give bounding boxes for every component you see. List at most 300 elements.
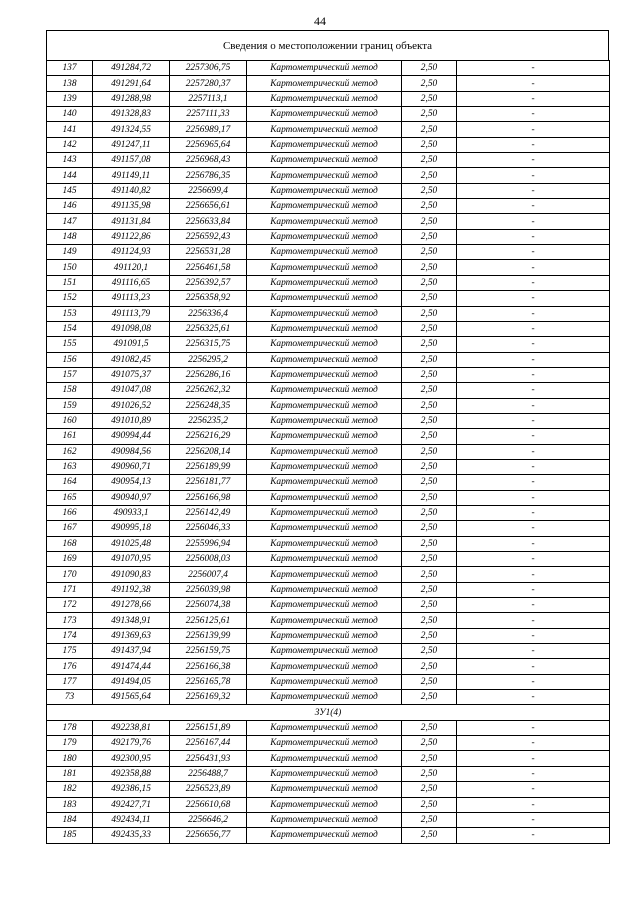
method-cell: Картометрический метод: [247, 168, 402, 183]
method-cell: Картометрический метод: [247, 659, 402, 674]
point-number-cell: 172: [47, 598, 93, 613]
accuracy-cell: 2,50: [402, 229, 457, 244]
accuracy-cell: 2,50: [402, 306, 457, 321]
accuracy-cell: 2,50: [402, 552, 457, 567]
point-number-cell: 140: [47, 107, 93, 122]
point-number-cell: 151: [47, 275, 93, 290]
table-row: [47, 122, 610, 137]
point-number-cell: 149: [47, 245, 93, 260]
description-cell: -: [457, 107, 610, 122]
point-number-cell: 147: [47, 214, 93, 229]
x-coordinate-cell: 491140,82: [93, 183, 170, 198]
accuracy-cell: 2,50: [402, 567, 457, 582]
point-number-cell: 165: [47, 490, 93, 505]
description-cell: -: [457, 812, 610, 827]
x-coordinate-cell: 492358,88: [93, 766, 170, 781]
accuracy-cell: 2,50: [402, 137, 457, 152]
description-cell: -: [457, 766, 610, 781]
method-cell: Картометрический метод: [247, 567, 402, 582]
accuracy-cell: 2,50: [402, 521, 457, 536]
point-number-cell: 143: [47, 153, 93, 168]
y-coordinate-cell: 2256523,89: [170, 782, 247, 797]
description-cell: -: [457, 659, 610, 674]
table-row: [47, 736, 610, 751]
accuracy-cell: 2,50: [402, 260, 457, 275]
x-coordinate-cell: 492238,81: [93, 720, 170, 735]
y-coordinate-cell: 2256358,92: [170, 291, 247, 306]
y-coordinate-cell: 2256166,98: [170, 490, 247, 505]
x-coordinate-cell: 490933,1: [93, 505, 170, 520]
y-coordinate-cell: 2256656,77: [170, 828, 247, 843]
table-row: [47, 766, 610, 781]
x-coordinate-cell: 491278,66: [93, 598, 170, 613]
point-number-cell: 161: [47, 429, 93, 444]
y-coordinate-cell: 2256295,2: [170, 352, 247, 367]
x-coordinate-cell: 491149,11: [93, 168, 170, 183]
method-cell: Картометрический метод: [247, 306, 402, 321]
description-cell: -: [457, 183, 610, 198]
method-cell: Картометрический метод: [247, 229, 402, 244]
accuracy-cell: 2,50: [402, 245, 457, 260]
y-coordinate-cell: 2256159,75: [170, 644, 247, 659]
method-cell: Картометрический метод: [247, 536, 402, 551]
table-row: [47, 567, 610, 582]
table-row: [47, 306, 610, 321]
table-row: [47, 61, 610, 76]
table-row: [47, 291, 610, 306]
description-cell: -: [457, 782, 610, 797]
x-coordinate-cell: 491192,38: [93, 582, 170, 597]
accuracy-cell: 2,50: [402, 674, 457, 689]
accuracy-cell: 2,50: [402, 751, 457, 766]
point-number-cell: 145: [47, 183, 93, 198]
x-coordinate-cell: 491348,91: [93, 613, 170, 628]
table-row: [47, 183, 610, 198]
x-coordinate-cell: 491091,5: [93, 337, 170, 352]
x-coordinate-cell: 491075,37: [93, 367, 170, 382]
accuracy-cell: 2,50: [402, 812, 457, 827]
method-cell: Картометрический метод: [247, 383, 402, 398]
description-cell: -: [457, 122, 610, 137]
description-cell: -: [457, 505, 610, 520]
description-cell: -: [457, 337, 610, 352]
accuracy-cell: 2,50: [402, 398, 457, 413]
method-cell: Картометрический метод: [247, 122, 402, 137]
description-cell: -: [457, 137, 610, 152]
method-cell: Картометрический метод: [247, 444, 402, 459]
y-coordinate-cell: 2256315,75: [170, 337, 247, 352]
point-number-cell: 171: [47, 582, 93, 597]
y-coordinate-cell: 2256461,58: [170, 260, 247, 275]
description-cell: -: [457, 275, 610, 290]
x-coordinate-cell: 491120,1: [93, 260, 170, 275]
y-coordinate-cell: 2256989,17: [170, 122, 247, 137]
x-coordinate-cell: 491098,08: [93, 321, 170, 336]
accuracy-cell: 2,50: [402, 107, 457, 122]
x-coordinate-cell: 491131,84: [93, 214, 170, 229]
point-number-cell: 178: [47, 720, 93, 735]
y-coordinate-cell: 2256786,35: [170, 168, 247, 183]
x-coordinate-cell: 492179,76: [93, 736, 170, 751]
point-number-cell: 173: [47, 613, 93, 628]
coordinates-body-b: [47, 720, 610, 843]
method-cell: Картометрический метод: [247, 398, 402, 413]
method-cell: Картометрический метод: [247, 628, 402, 643]
x-coordinate-cell: 491157,08: [93, 153, 170, 168]
point-number-cell: 144: [47, 168, 93, 183]
point-number-cell: 177: [47, 674, 93, 689]
y-coordinate-cell: 2256151,89: [170, 720, 247, 735]
x-coordinate-cell: 491047,08: [93, 383, 170, 398]
point-number-cell: 157: [47, 367, 93, 382]
x-coordinate-cell: 491070,95: [93, 552, 170, 567]
table-row: [47, 398, 610, 413]
y-coordinate-cell: 2256965,64: [170, 137, 247, 152]
method-cell: Картометрический метод: [247, 321, 402, 336]
x-coordinate-cell: 491135,98: [93, 199, 170, 214]
description-cell: -: [457, 214, 610, 229]
accuracy-cell: 2,50: [402, 613, 457, 628]
y-coordinate-cell: 2256488,7: [170, 766, 247, 781]
description-cell: -: [457, 429, 610, 444]
y-coordinate-cell: 2256007,4: [170, 567, 247, 582]
method-cell: Картометрический метод: [247, 459, 402, 474]
table-row: [47, 582, 610, 597]
y-coordinate-cell: 2256262,32: [170, 383, 247, 398]
accuracy-cell: 2,50: [402, 797, 457, 812]
accuracy-cell: 2,50: [402, 275, 457, 290]
method-cell: Картометрический метод: [247, 736, 402, 751]
method-cell: Картометрический метод: [247, 137, 402, 152]
accuracy-cell: 2,50: [402, 413, 457, 428]
method-cell: Картометрический метод: [247, 690, 402, 705]
x-coordinate-cell: 490984,56: [93, 444, 170, 459]
description-cell: -: [457, 644, 610, 659]
x-coordinate-cell: 491247,11: [93, 137, 170, 152]
point-number-cell: 182: [47, 782, 93, 797]
accuracy-cell: 2,50: [402, 659, 457, 674]
method-cell: Картометрический метод: [247, 199, 402, 214]
description-cell: -: [457, 475, 610, 490]
method-cell: Картометрический метод: [247, 275, 402, 290]
y-coordinate-cell: 2256592,43: [170, 229, 247, 244]
point-number-cell: 148: [47, 229, 93, 244]
accuracy-cell: 2,50: [402, 76, 457, 91]
method-cell: Картометрический метод: [247, 812, 402, 827]
table-row: [47, 383, 610, 398]
y-coordinate-cell: 2257306,75: [170, 61, 247, 76]
accuracy-cell: 2,50: [402, 183, 457, 198]
method-cell: Картометрический метод: [247, 490, 402, 505]
point-number-cell: 137: [47, 61, 93, 76]
description-cell: -: [457, 199, 610, 214]
y-coordinate-cell: 2256392,57: [170, 275, 247, 290]
description-cell: -: [457, 736, 610, 751]
point-number-cell: 170: [47, 567, 93, 582]
y-coordinate-cell: 2255996,94: [170, 536, 247, 551]
accuracy-cell: 2,50: [402, 505, 457, 520]
accuracy-cell: 2,50: [402, 490, 457, 505]
accuracy-cell: 2,50: [402, 475, 457, 490]
y-coordinate-cell: 2257113,1: [170, 91, 247, 106]
y-coordinate-cell: 2256139,99: [170, 628, 247, 643]
accuracy-cell: 2,50: [402, 690, 457, 705]
method-cell: Картометрический метод: [247, 76, 402, 91]
y-coordinate-cell: 2256125,61: [170, 613, 247, 628]
description-cell: -: [457, 61, 610, 76]
y-coordinate-cell: 2256046,33: [170, 521, 247, 536]
y-coordinate-cell: 2256165,78: [170, 674, 247, 689]
x-coordinate-cell: 491324,55: [93, 122, 170, 137]
x-coordinate-cell: 491369,63: [93, 628, 170, 643]
x-coordinate-cell: 491010,89: [93, 413, 170, 428]
table-row: [47, 260, 610, 275]
method-cell: Картометрический метод: [247, 245, 402, 260]
description-cell: -: [457, 383, 610, 398]
y-coordinate-cell: 2256248,35: [170, 398, 247, 413]
accuracy-cell: 2,50: [402, 429, 457, 444]
point-number-cell: 164: [47, 475, 93, 490]
y-coordinate-cell: 2256968,43: [170, 153, 247, 168]
method-cell: Картометрический метод: [247, 337, 402, 352]
table-row: [47, 536, 610, 551]
point-number-cell: 166: [47, 505, 93, 520]
x-coordinate-cell: 490960,71: [93, 459, 170, 474]
point-number-cell: 150: [47, 260, 93, 275]
description-cell: -: [457, 245, 610, 260]
accuracy-cell: 2,50: [402, 383, 457, 398]
x-coordinate-cell: 492300,95: [93, 751, 170, 766]
x-coordinate-cell: 490954,13: [93, 475, 170, 490]
accuracy-cell: 2,50: [402, 444, 457, 459]
x-coordinate-cell: 491082,45: [93, 352, 170, 367]
method-cell: Картометрический метод: [247, 582, 402, 597]
table-row: [47, 337, 610, 352]
table-row: [47, 214, 610, 229]
y-coordinate-cell: 2256656,61: [170, 199, 247, 214]
accuracy-cell: 2,50: [402, 352, 457, 367]
x-coordinate-cell: 491124,93: [93, 245, 170, 260]
method-cell: Картометрический метод: [247, 61, 402, 76]
description-cell: -: [457, 582, 610, 597]
description-cell: -: [457, 260, 610, 275]
table-row: [47, 812, 610, 827]
point-number-cell: 174: [47, 628, 93, 643]
table-row: [47, 628, 610, 643]
y-coordinate-cell: 2256633,84: [170, 214, 247, 229]
description-cell: -: [457, 552, 610, 567]
boundary-sheet: [46, 30, 609, 844]
description-cell: -: [457, 598, 610, 613]
method-cell: Картометрический метод: [247, 107, 402, 122]
table-row: [47, 674, 610, 689]
method-cell: Картометрический метод: [247, 751, 402, 766]
table-row: [47, 429, 610, 444]
accuracy-cell: 2,50: [402, 61, 457, 76]
accuracy-cell: 2,50: [402, 91, 457, 106]
point-number-cell: 185: [47, 828, 93, 843]
table-row: [47, 245, 610, 260]
y-coordinate-cell: 2256181,77: [170, 475, 247, 490]
y-coordinate-cell: 2256646,2: [170, 812, 247, 827]
y-coordinate-cell: 2256208,14: [170, 444, 247, 459]
accuracy-cell: 2,50: [402, 720, 457, 735]
description-cell: -: [457, 291, 610, 306]
table-row: [47, 782, 610, 797]
y-coordinate-cell: 2256216,29: [170, 429, 247, 444]
point-number-cell: 168: [47, 536, 93, 551]
point-number-cell: 142: [47, 137, 93, 152]
method-cell: Картометрический метод: [247, 413, 402, 428]
method-cell: Картометрический метод: [247, 782, 402, 797]
point-number-cell: 138: [47, 76, 93, 91]
table-row: [47, 828, 610, 843]
description-cell: -: [457, 459, 610, 474]
table-row: [47, 168, 610, 183]
description-cell: -: [457, 76, 610, 91]
y-coordinate-cell: 2256039,98: [170, 582, 247, 597]
method-cell: Картометрический метод: [247, 720, 402, 735]
accuracy-cell: 2,50: [402, 214, 457, 229]
point-number-cell: 163: [47, 459, 93, 474]
coordinates-body-a: [47, 61, 610, 705]
description-cell: -: [457, 567, 610, 582]
description-cell: -: [457, 91, 610, 106]
point-number-cell: 176: [47, 659, 93, 674]
y-coordinate-cell: 2256531,28: [170, 245, 247, 260]
point-number-cell: 155: [47, 337, 93, 352]
accuracy-cell: 2,50: [402, 644, 457, 659]
description-cell: -: [457, 490, 610, 505]
method-cell: Картометрический метод: [247, 91, 402, 106]
x-coordinate-cell: 492435,33: [93, 828, 170, 843]
description-cell: -: [457, 628, 610, 643]
method-cell: Картометрический метод: [247, 521, 402, 536]
y-coordinate-cell: 2256167,44: [170, 736, 247, 751]
y-coordinate-cell: 2256610,68: [170, 797, 247, 812]
table-row: [47, 413, 610, 428]
accuracy-cell: 2,50: [402, 582, 457, 597]
description-cell: -: [457, 444, 610, 459]
x-coordinate-cell: 490994,44: [93, 429, 170, 444]
point-number-cell: 179: [47, 736, 93, 751]
table-row: [47, 797, 610, 812]
accuracy-cell: 2,50: [402, 828, 457, 843]
point-number-cell: 181: [47, 766, 93, 781]
accuracy-cell: 2,50: [402, 321, 457, 336]
description-cell: -: [457, 674, 610, 689]
point-number-cell: 152: [47, 291, 93, 306]
method-cell: Картометрический метод: [247, 797, 402, 812]
x-coordinate-cell: 491113,23: [93, 291, 170, 306]
x-coordinate-cell: 490940,97: [93, 490, 170, 505]
table-row: [47, 76, 610, 91]
point-number-cell: 159: [47, 398, 93, 413]
point-number-cell: 162: [47, 444, 93, 459]
table-row: [47, 720, 610, 735]
y-coordinate-cell: 2257280,37: [170, 76, 247, 91]
method-cell: Картометрический метод: [247, 291, 402, 306]
description-cell: -: [457, 229, 610, 244]
accuracy-cell: 2,50: [402, 122, 457, 137]
table-row: [47, 367, 610, 382]
point-number-cell: 167: [47, 521, 93, 536]
table-row: [47, 659, 610, 674]
table-row: [47, 521, 610, 536]
method-cell: Картометрический метод: [247, 260, 402, 275]
table-row: [47, 107, 610, 122]
description-cell: -: [457, 367, 610, 382]
y-coordinate-cell: 2256235,2: [170, 413, 247, 428]
description-cell: -: [457, 797, 610, 812]
x-coordinate-cell: 491116,65: [93, 275, 170, 290]
section-row: [47, 705, 610, 720]
accuracy-cell: 2,50: [402, 168, 457, 183]
method-cell: Картометрический метод: [247, 644, 402, 659]
table-row: [47, 644, 610, 659]
accuracy-cell: 2,50: [402, 291, 457, 306]
description-cell: -: [457, 306, 610, 321]
x-coordinate-cell: 491025,48: [93, 536, 170, 551]
method-cell: Картометрический метод: [247, 766, 402, 781]
table-row: [47, 459, 610, 474]
table-row: [47, 229, 610, 244]
x-coordinate-cell: 491494,05: [93, 674, 170, 689]
point-number-cell: 141: [47, 122, 93, 137]
table-row: [47, 91, 610, 106]
method-cell: Картометрический метод: [247, 183, 402, 198]
y-coordinate-cell: 2256325,61: [170, 321, 247, 336]
coordinates-table: [46, 60, 610, 844]
y-coordinate-cell: 2257111,33: [170, 107, 247, 122]
table-row: [47, 552, 610, 567]
table-title: Сведения о местоположении границ объекта: [46, 30, 609, 60]
accuracy-cell: 2,50: [402, 153, 457, 168]
x-coordinate-cell: 491284,72: [93, 61, 170, 76]
accuracy-cell: 2,50: [402, 736, 457, 751]
description-cell: -: [457, 321, 610, 336]
method-cell: Картометрический метод: [247, 505, 402, 520]
point-number-cell: 139: [47, 91, 93, 106]
point-number-cell: 154: [47, 321, 93, 336]
accuracy-cell: 2,50: [402, 337, 457, 352]
method-cell: Картометрический метод: [247, 352, 402, 367]
description-cell: -: [457, 521, 610, 536]
section-row-group: [47, 705, 610, 720]
y-coordinate-cell: 2256699,4: [170, 183, 247, 198]
description-cell: -: [457, 168, 610, 183]
x-coordinate-cell: 491291,64: [93, 76, 170, 91]
point-number-cell: 160: [47, 413, 93, 428]
point-number-cell: 158: [47, 383, 93, 398]
point-number-cell: 153: [47, 306, 93, 321]
description-cell: -: [457, 398, 610, 413]
y-coordinate-cell: 2256008,03: [170, 552, 247, 567]
x-coordinate-cell: 491437,94: [93, 644, 170, 659]
x-coordinate-cell: 491474,44: [93, 659, 170, 674]
method-cell: Картометрический метод: [247, 613, 402, 628]
table-row: [47, 505, 610, 520]
method-cell: Картометрический метод: [247, 153, 402, 168]
accuracy-cell: 2,50: [402, 782, 457, 797]
x-coordinate-cell: 491026,52: [93, 398, 170, 413]
accuracy-cell: 2,50: [402, 536, 457, 551]
point-number-cell: 73: [47, 690, 93, 705]
table-row: [47, 598, 610, 613]
x-coordinate-cell: 490995,18: [93, 521, 170, 536]
description-cell: -: [457, 751, 610, 766]
x-coordinate-cell: 492434,11: [93, 812, 170, 827]
